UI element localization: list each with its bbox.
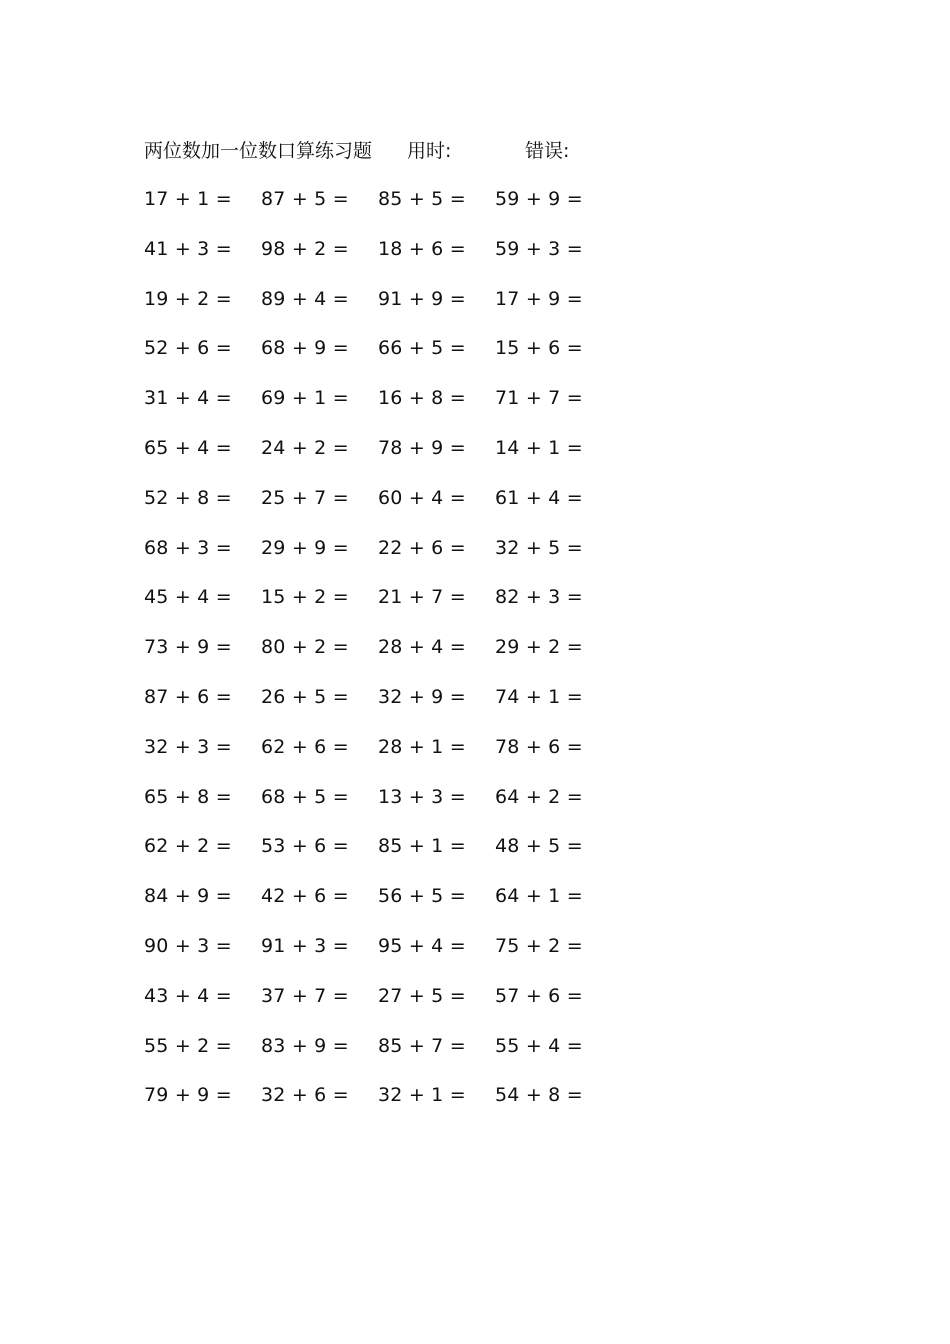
problem-item: 57 + 6 = xyxy=(495,984,583,1007)
problem-row xyxy=(144,483,624,533)
problem-item: 32 + 5 = xyxy=(495,536,583,559)
problem-row xyxy=(144,732,624,782)
problem-row xyxy=(144,582,624,632)
problem-item: 55 + 4 = xyxy=(495,1034,583,1057)
problem-item: 85 + 7 = xyxy=(378,1034,466,1057)
problem-item: 60 + 4 = xyxy=(378,486,466,509)
problem-item: 29 + 2 = xyxy=(495,636,583,659)
problem-item: 31 + 4 = xyxy=(144,387,232,410)
errors-label: 错误: xyxy=(525,140,570,162)
problem-row xyxy=(144,632,624,682)
problem-item: 71 + 7 = xyxy=(495,387,583,410)
problem-item: 32 + 9 = xyxy=(378,685,466,708)
problem-item: 59 + 3 = xyxy=(495,237,583,260)
problem-item: 80 + 2 = xyxy=(261,636,349,659)
problem-item: 87 + 5 = xyxy=(261,188,349,210)
problem-item: 19 + 2 = xyxy=(144,287,232,310)
problem-item: 24 + 2 = xyxy=(261,436,349,459)
problem-item: 26 + 5 = xyxy=(261,685,349,708)
problem-item: 85 + 5 = xyxy=(378,188,466,210)
problem-item: 16 + 8 = xyxy=(378,387,466,410)
problem-item: 59 + 9 = xyxy=(495,188,583,210)
problem-row xyxy=(144,931,624,981)
problem-item: 53 + 6 = xyxy=(261,835,349,858)
problem-item: 32 + 6 = xyxy=(261,1084,349,1107)
time-used-label: 用时: xyxy=(407,140,452,162)
problem-row xyxy=(144,981,624,1031)
problem-row xyxy=(144,333,624,383)
problem-grid xyxy=(144,184,624,1130)
problem-item: 43 + 4 = xyxy=(144,984,232,1007)
problem-item: 65 + 4 = xyxy=(144,436,232,459)
problem-row xyxy=(144,234,624,284)
problem-item: 22 + 6 = xyxy=(378,536,466,559)
problem-item: 56 + 5 = xyxy=(378,885,466,908)
problem-row xyxy=(144,831,624,881)
problem-item: 37 + 7 = xyxy=(261,984,349,1007)
problem-item: 28 + 1 = xyxy=(378,735,466,758)
worksheet-title: 两位数加一位数口算练习题 xyxy=(144,140,373,162)
problem-item: 68 + 5 = xyxy=(261,785,349,808)
problem-item: 91 + 3 = xyxy=(261,934,349,957)
problem-item: 68 + 3 = xyxy=(144,536,232,559)
problem-item: 28 + 4 = xyxy=(378,636,466,659)
problem-item: 15 + 2 = xyxy=(261,586,349,609)
problem-item: 79 + 9 = xyxy=(144,1084,232,1107)
problem-item: 85 + 1 = xyxy=(378,835,466,858)
problem-item: 29 + 9 = xyxy=(261,536,349,559)
problem-row xyxy=(144,1080,624,1130)
problem-item: 62 + 6 = xyxy=(261,735,349,758)
problem-row xyxy=(144,782,624,832)
problem-item: 27 + 5 = xyxy=(378,984,466,1007)
problem-item: 98 + 2 = xyxy=(261,237,349,260)
problem-row xyxy=(144,184,624,234)
problem-item: 89 + 4 = xyxy=(261,287,349,310)
problem-item: 90 + 3 = xyxy=(144,934,232,957)
problem-item: 66 + 5 = xyxy=(378,337,466,360)
problem-item: 75 + 2 = xyxy=(495,934,583,957)
problem-item: 55 + 2 = xyxy=(144,1034,232,1057)
problem-item: 45 + 4 = xyxy=(144,586,232,609)
problem-item: 25 + 7 = xyxy=(261,486,349,509)
problem-item: 95 + 4 = xyxy=(378,934,466,957)
problem-item: 14 + 1 = xyxy=(495,436,583,459)
problem-item: 87 + 6 = xyxy=(144,685,232,708)
problem-item: 82 + 3 = xyxy=(495,586,583,609)
problem-item: 54 + 8 = xyxy=(495,1084,583,1107)
problem-row xyxy=(144,682,624,732)
problem-item: 42 + 6 = xyxy=(261,885,349,908)
problem-row xyxy=(144,1031,624,1081)
problem-item: 68 + 9 = xyxy=(261,337,349,360)
problem-item: 78 + 6 = xyxy=(495,735,583,758)
problem-item: 32 + 3 = xyxy=(144,735,232,758)
problem-item: 41 + 3 = xyxy=(144,237,232,260)
problem-item: 17 + 9 = xyxy=(495,287,583,310)
problem-item: 17 + 1 = xyxy=(144,188,232,210)
problem-item: 15 + 6 = xyxy=(495,337,583,360)
problem-item: 32 + 1 = xyxy=(378,1084,466,1107)
problem-item: 74 + 1 = xyxy=(495,685,583,708)
problem-item: 18 + 6 = xyxy=(378,237,466,260)
problem-item: 65 + 8 = xyxy=(144,785,232,808)
problem-item: 13 + 3 = xyxy=(378,785,466,808)
problem-item: 64 + 2 = xyxy=(495,785,583,808)
problem-item: 48 + 5 = xyxy=(495,835,583,858)
problem-item: 84 + 9 = xyxy=(144,885,232,908)
problem-row xyxy=(144,284,624,334)
problem-row xyxy=(144,433,624,483)
problem-item: 91 + 9 = xyxy=(378,287,466,310)
worksheet-header xyxy=(144,136,664,166)
problem-row xyxy=(144,881,624,931)
problem-item: 52 + 6 = xyxy=(144,337,232,360)
problem-item: 73 + 9 = xyxy=(144,636,232,659)
problem-item: 78 + 9 = xyxy=(378,436,466,459)
problem-row xyxy=(144,383,624,433)
problem-item: 21 + 7 = xyxy=(378,586,466,609)
problem-item: 83 + 9 = xyxy=(261,1034,349,1057)
problem-item: 62 + 2 = xyxy=(144,835,232,858)
problem-row xyxy=(144,533,624,583)
problem-item: 64 + 1 = xyxy=(495,885,583,908)
problem-item: 52 + 8 = xyxy=(144,486,232,509)
problem-item: 61 + 4 = xyxy=(495,486,583,509)
problem-item: 69 + 1 = xyxy=(261,387,349,410)
